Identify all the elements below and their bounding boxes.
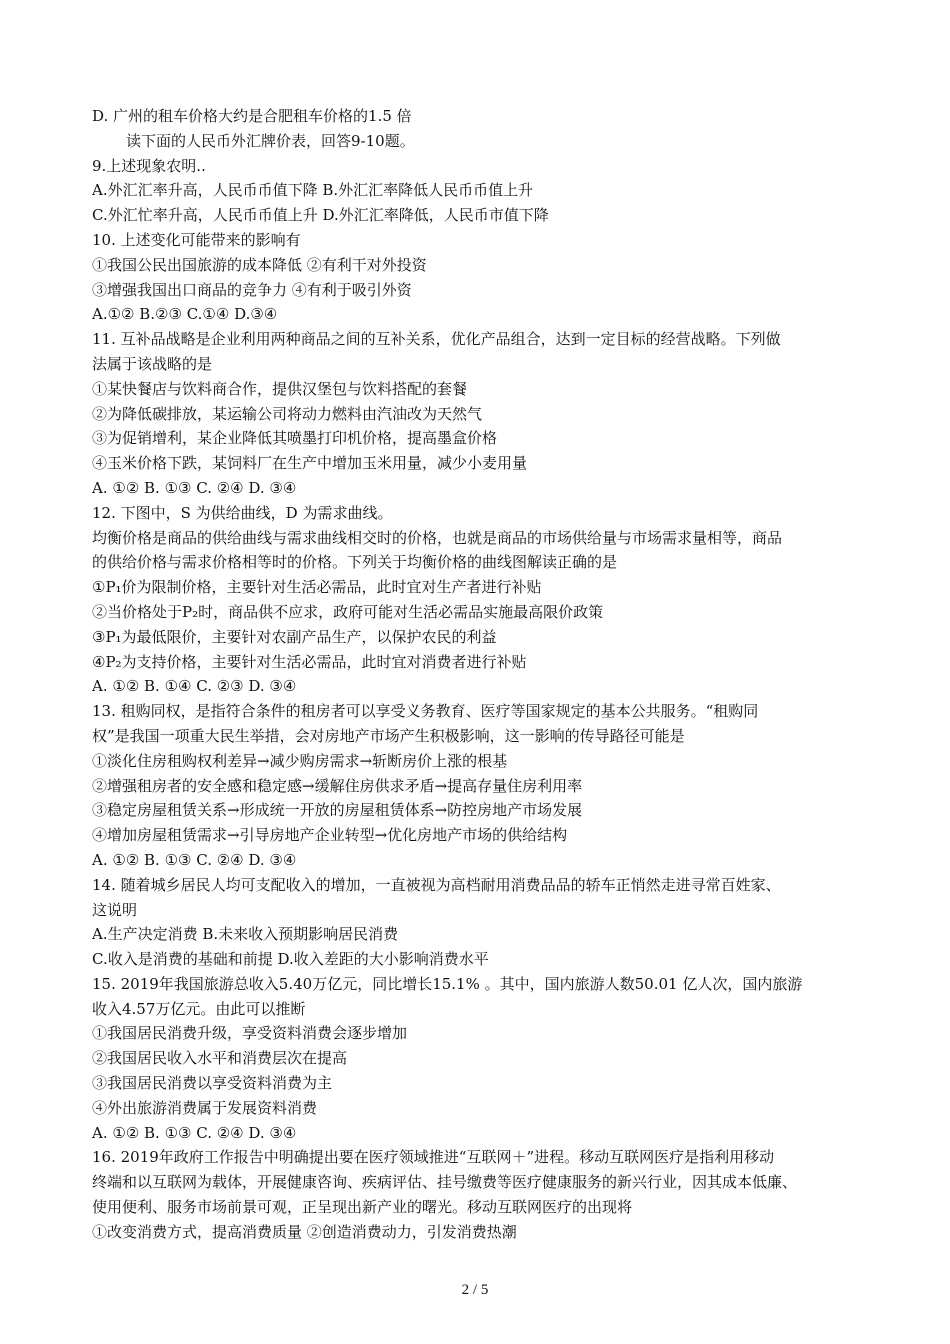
- text-line: D. 广州的租车价格大约是合肥租车价格的1.5 倍: [92, 107, 412, 125]
- text-line: ①我国公民出国旅游的成本降低 ②有利干对外投资: [92, 255, 427, 274]
- text-line: ②增强租房者的安全感和稳定感→缓解住房供求矛盾→提高存量住房利用率: [92, 776, 583, 795]
- text-line: ①我国居民消费升级，享受资料消费会逐步增加: [92, 1024, 408, 1043]
- text-line: 这说明: [92, 900, 138, 919]
- text-line: 收入4.57万亿元。由此可以推断: [92, 999, 306, 1018]
- text-line: ③增强我国出口商品的竞争力 ④有利于吸引外资: [92, 280, 412, 299]
- text-line: ③我国居民消费以享受资料消费为主: [92, 1074, 333, 1093]
- question-16: 16. 2019年政府工作报告中明确提出要在医疗领域推进“互联网＋”进程。移动互联网医疗是指利用移动: [92, 1148, 775, 1167]
- text-line: 均衡价格是商品的供给曲线与需求曲线相交时的价格，也就是商品的市场供给量与市场需求量相等，商品: [92, 528, 783, 547]
- page-number: 2 / 5: [461, 1282, 489, 1298]
- text-line: ②为降低碳排放，某运输公司将动力燃料由汽油改为天然气: [92, 404, 483, 423]
- text-line: ②我国居民收入水平和消费层次在提高: [92, 1049, 348, 1068]
- answer-options: A.①② B.②③ C.①④ D.③④: [92, 305, 278, 324]
- text-line: ③P₁为最低限价，主要针对农副产品生产，以保护农民的利益: [92, 627, 497, 646]
- question-11: 11. 互补品战略是企业利用两种商品之间的互补关系，优化产品组合，达到一定目标的经营战略。下列做: [92, 330, 781, 349]
- text-line: 终端和以互联网为载体，开展健康咨询、疾病评估、挂号缴费等医疗健康服务的新兴行业，因其成本低廉、: [92, 1173, 798, 1192]
- answer-options: A. ①② B. ①③ C. ②④ D. ③④: [92, 1123, 297, 1142]
- text-line: ④外出旅游消费属于发展资料消费: [92, 1098, 318, 1117]
- text-line: ①改变消费方式，提高消费质量 ②创造消费动力，引发消费热潮: [92, 1222, 517, 1241]
- text-line: 读下面的人民币外汇牌价表，回答9-10题。: [126, 131, 415, 150]
- text-line: A.生产决定消费 B.未来收入预期影响居民消费: [92, 925, 399, 944]
- text-line: ③稳定房屋租赁关系→形成统一开放的房屋租赁体系→防控房地产市场发展: [92, 801, 583, 820]
- text-line: ①某快餐店与饮料商合作，提供汉堡包与饮料搭配的套餐: [92, 379, 468, 398]
- text-line: ④P₂为支持价格，主要针对生活必需品，此时宜对消费者进行补贴: [92, 652, 527, 671]
- text-line: 的供给价格与需求价格相等时的价格。下列关于均衡价格的曲线图解读正确的是: [92, 553, 618, 572]
- text-line: 使用便利、服务市场前景可观，正呈现出新产业的曙光。移动互联网医疗的出现将: [92, 1198, 633, 1217]
- text-line: ①淡化住房租购权利差异→减少购房需求→斩断房价上涨的根基: [92, 751, 508, 770]
- text-line: ④玉米价格下跌，某饲料厂在生产中增加玉米用量，减少小麦用量: [92, 454, 528, 473]
- text-line: 权”是我国一项重大民生举措，会对房地产市场产生积极影响，这一影响的传导路径可能是: [92, 726, 685, 745]
- text-line: C.收入是消费的基础和前提 D.收入差距的大小影响消费水平: [92, 950, 489, 969]
- question-13: 13. 租购同权，是指符合条件的租房者可以享受义务教育、医疗等国家规定的基本公共服务。“租购同: [92, 702, 759, 721]
- question-10: 10. 上述变化可能带来的影响有: [92, 230, 301, 249]
- document-body: [92, 104, 882, 1245]
- text-line: ③为促销增利，某企业降低其喷墨打印机价格，提高墨盒价格: [92, 429, 498, 448]
- answer-options: A. ①② B. ①③ C. ②④ D. ③④: [92, 478, 297, 497]
- question-9: 9.上述现象农明..: [92, 156, 206, 175]
- answer-options: A. ①② B. ①④ C. ②③ D. ③④: [92, 677, 297, 696]
- text-line: 法属于该战略的是: [92, 354, 213, 373]
- text-line: A.外汇汇率升高，人民币币值下降 B.外汇汇率降低人民币币值上升: [92, 181, 534, 200]
- answer-options: A. ①② B. ①③ C. ②④ D. ③④: [92, 850, 297, 869]
- text-line: ④增加房屋租赁需求→引导房地产企业转型→优化房地产市场的供给结构: [92, 826, 568, 845]
- question-12: 12. 下图中，S 为供给曲线，D 为需求曲线。: [92, 503, 393, 522]
- text-line: ②当价格处于P₂时，商品供不应求，政府可能对生活必需品实施最高限价政策: [92, 602, 604, 621]
- text-line: C.外汇忙率升高，人民币币值上升 D.外汇汇率降低，人民币市值下降: [92, 206, 549, 225]
- text-line: ①P₁价为限制价格，主要针对生活必需品，此时宜对生产者进行补贴: [92, 578, 542, 597]
- question-14: 14. 随着城乡居民人均可支配收入的增加，一直被视为高档耐用消费品品的轿车正悄然走进寻常百姓家、: [92, 875, 781, 894]
- question-15: 15. 2019年我国旅游总收入5.40万亿元，同比增长15.1% 。其中，国内旅游人数50.01 亿人次，国内旅游: [92, 974, 803, 993]
